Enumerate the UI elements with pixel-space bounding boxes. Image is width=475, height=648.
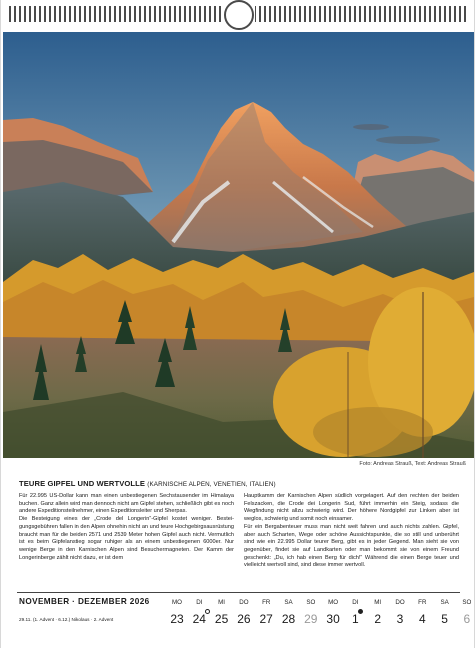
paragraph: Für ein Bergabenteuer muss man nicht weit fahren und auch nichts zahlen. Gipfel, aber auch Scharten, Wege oder schöne Aussichtspunkte, die so still und unberührt sind wie ein 22.995 Dollar teurer Berg, gibt es in jeder Gegend. Man sieht sie von gegenüber, findet sie auf Landkarten oder man bekommt sie von einem Freund geschenkt: „Du, ich hab einen Berg für dich!“ Während die einen Berge teuer und vielleicht wertvoll sind, sind diese immer wertvoll. (244, 523, 459, 569)
article-column-left (19, 493, 234, 562)
article-subtitle: (KARNISCHE ALPEN, VENETIEN, ITALIEN) (147, 481, 276, 488)
day-number: 27 (259, 612, 273, 626)
weekday-label: SA (284, 599, 293, 606)
paragraph: Hauptkamm der Karnischen Alpen südlich vorgelagert. Auf den rechten der beiden Felszacken, die Crode dei Longerin Sud, führt immerhin ein Steig, sodass die Wegfindung nicht allzu schwierig wird. Der höhere Nordgipfel zur Linken aber ist weglos, schwierig und somit noch einsamer. (244, 493, 459, 523)
weekday-label: FR (418, 599, 427, 606)
article-headline (19, 479, 276, 488)
weekday-label: DO (239, 599, 249, 606)
day-number: 2 (374, 612, 382, 626)
cloud (376, 136, 440, 144)
day-number: 29 (304, 612, 318, 626)
weekday-label: SO (462, 599, 472, 606)
weekday-label: MO (172, 599, 182, 606)
day-number: 23 (170, 612, 184, 626)
day-number: 6 (463, 612, 471, 626)
photo-credit: Foto: Andreas Strauß, Text: Andreas Strauß (359, 461, 466, 467)
cloud (353, 124, 389, 130)
day-number: 28 (281, 612, 296, 626)
day-number: 25 (214, 612, 229, 626)
holiday-note: 29.11. (1. Advent · 6.12.) Nikolaus · 2. Advent (19, 617, 114, 622)
weekday-label: MO (328, 599, 339, 606)
day-number: 24 (192, 612, 206, 626)
weekday-label: FR (262, 599, 271, 606)
weekday-label: SA (440, 599, 449, 606)
weekday-label: DO (395, 599, 405, 606)
divider (17, 592, 460, 593)
weekday-label: DI (196, 599, 203, 606)
article-title: TEURE GIPFEL UND WERTVOLLE (19, 479, 146, 488)
weekday-label: DI (352, 599, 359, 606)
day-number: 1 (352, 612, 359, 626)
day-number: 3 (396, 612, 404, 626)
day-number: 26 (237, 612, 251, 626)
article-column-right (244, 493, 459, 570)
paragraph: Die Besteigung eines der „Crode del Longerin“-Gipfel kostet weniger. Besteigungsgebühren fallen in den Alpen ohnehin nicht an und teure Hochgebirgsausrüstung braucht man für die beiden 2571 und 2539 Meter hohen Gipfel auch nicht. Vermutlich ist es beim Gipfelanstieg sogar ruhiger als an einem unbestiegenen 6000er. Nur wenige Berge in den Karnischen Alpen sind Besuchermagneten. Der Kamm der Longerinberge zählt nicht dazu, er ist dem (19, 516, 234, 561)
month-label: NOVEMBER · DEZEMBER 2026 (19, 597, 150, 606)
day-number: 5 (441, 612, 448, 626)
weekday-label: MI (218, 599, 226, 606)
day-number: 4 (418, 612, 426, 626)
weekday-label: MI (374, 599, 382, 606)
paragraph: Für 22.995 US-Dollar kann man einen unbestiegenen Sechstausender im Himalaya buchen. Ganz allein wird man dennoch nicht am Gipfel stehen, schließlich gibt es noch andere Expeditionsteilnehmer, einen Expeditionsleiter und Sherpas. (19, 493, 234, 515)
hanger-ring-icon (224, 0, 254, 30)
hanger-hook (221, 0, 255, 30)
day-number: 30 (326, 612, 340, 626)
weekday-label: SO (306, 599, 316, 606)
spiral-binding (1, 0, 475, 30)
mountain-landscape-photo (3, 32, 474, 458)
